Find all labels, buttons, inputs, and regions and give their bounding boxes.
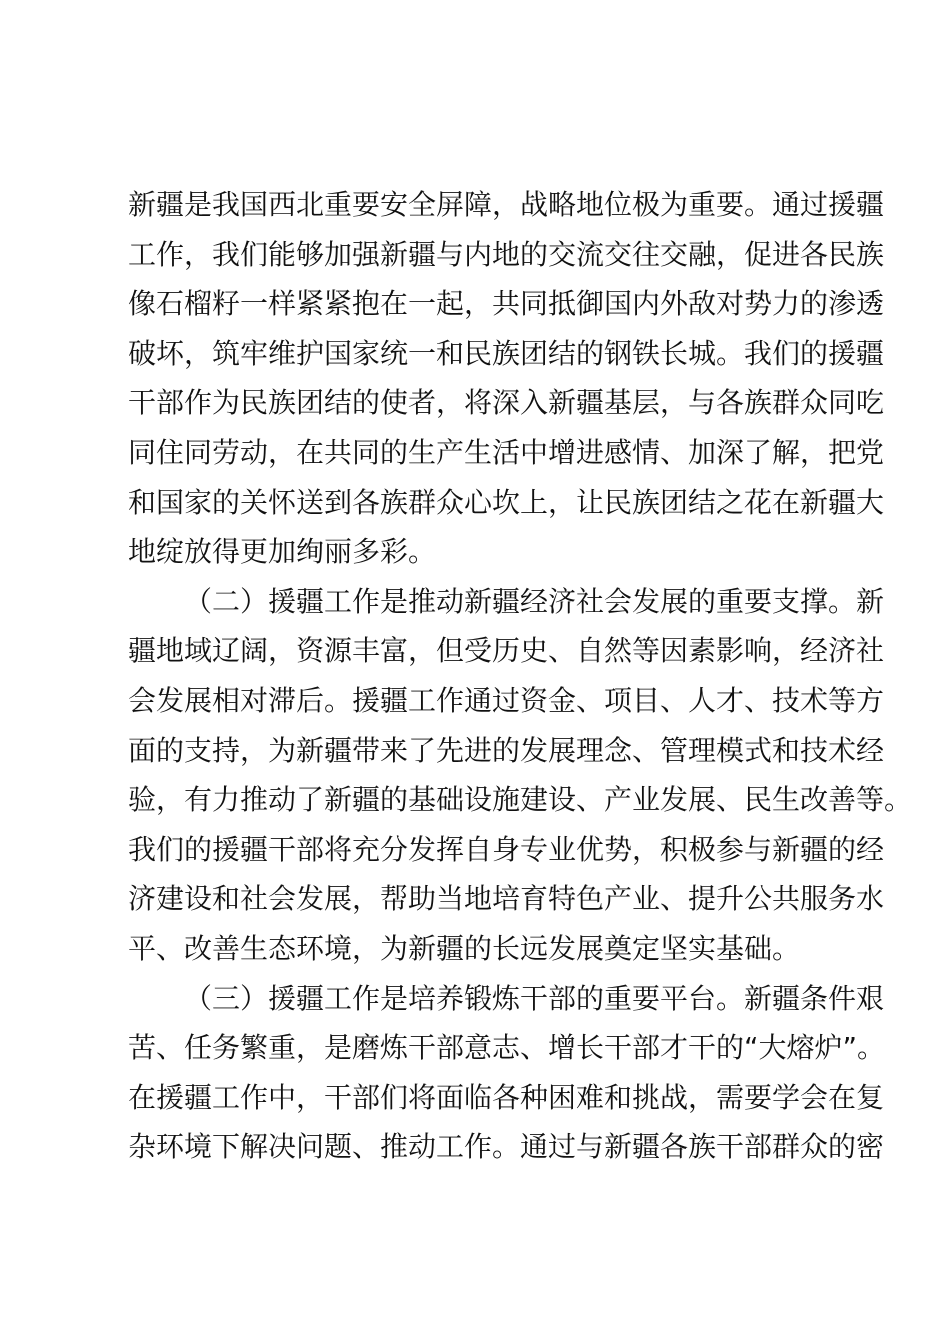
text-line: 同住同劳动，在共同的生产生活中增进感情、加深了解，把党 xyxy=(128,435,885,469)
section-heading-line: （三）援疆工作是培养锻炼干部的重要平台。新疆条件艰 xyxy=(184,981,885,1015)
text-line: 在援疆工作中，干部们将面临各种困难和挑战，需要学会在复 xyxy=(128,1080,885,1114)
text-line: 地绽放得更加绚丽多彩。 xyxy=(128,535,437,569)
text-line: 杂环境下解决问题、推动工作。通过与新疆各族干部群众的密 xyxy=(128,1130,885,1164)
text-line: 平、改善生态环境，为新疆的长远发展奠定坚实基础。 xyxy=(128,931,801,965)
text-line: 疆地域辽阔，资源丰富，但受历史、自然等因素影响，经济社 xyxy=(128,634,885,668)
text-line: 破坏，筑牢维护国家统一和民族团结的钢铁长城。我们的援疆 xyxy=(128,336,885,370)
text-line: 新疆是我国西北重要安全屏障，战略地位极为重要。通过援疆 xyxy=(128,188,885,221)
text-line: 工作，我们能够加强新疆与内地的交流交往交融，促进各民族 xyxy=(128,237,885,271)
text-line: 济建设和社会发展，帮助当地培育特色产业、提升公共服务水 xyxy=(128,882,885,916)
text-line: 和国家的关怀送到各族群众心坎上，让民族团结之花在新疆大 xyxy=(128,485,885,519)
text-line: 验，有力推动了新疆的基础设施建设、产业发展、民生改善等。 xyxy=(128,783,913,817)
text-line: 像石榴籽一样紧紧抱在一起，共同抵御国内外敌对势力的渗透 xyxy=(128,287,885,321)
section-heading-line: （二）援疆工作是推动新疆经济社会发展的重要支撑。新 xyxy=(184,584,885,618)
document-body xyxy=(128,180,913,1172)
text-line: 苦、任务繁重，是磨炼干部意志、增长干部才干的“大熔炉”。 xyxy=(128,1031,886,1065)
text-line: 干部作为民族团结的使者，将深入新疆基层，与各族群众同吃 xyxy=(128,386,885,420)
text-line: 我们的援疆干部将充分发挥自身专业优势，积极参与新疆的经 xyxy=(128,832,885,866)
text-line: 面的支持，为新疆带来了先进的发展理念、管理模式和技术经 xyxy=(128,733,885,767)
text-line: 会发展相对滞后。援疆工作通过资金、项目、人才、技术等方 xyxy=(128,683,885,717)
